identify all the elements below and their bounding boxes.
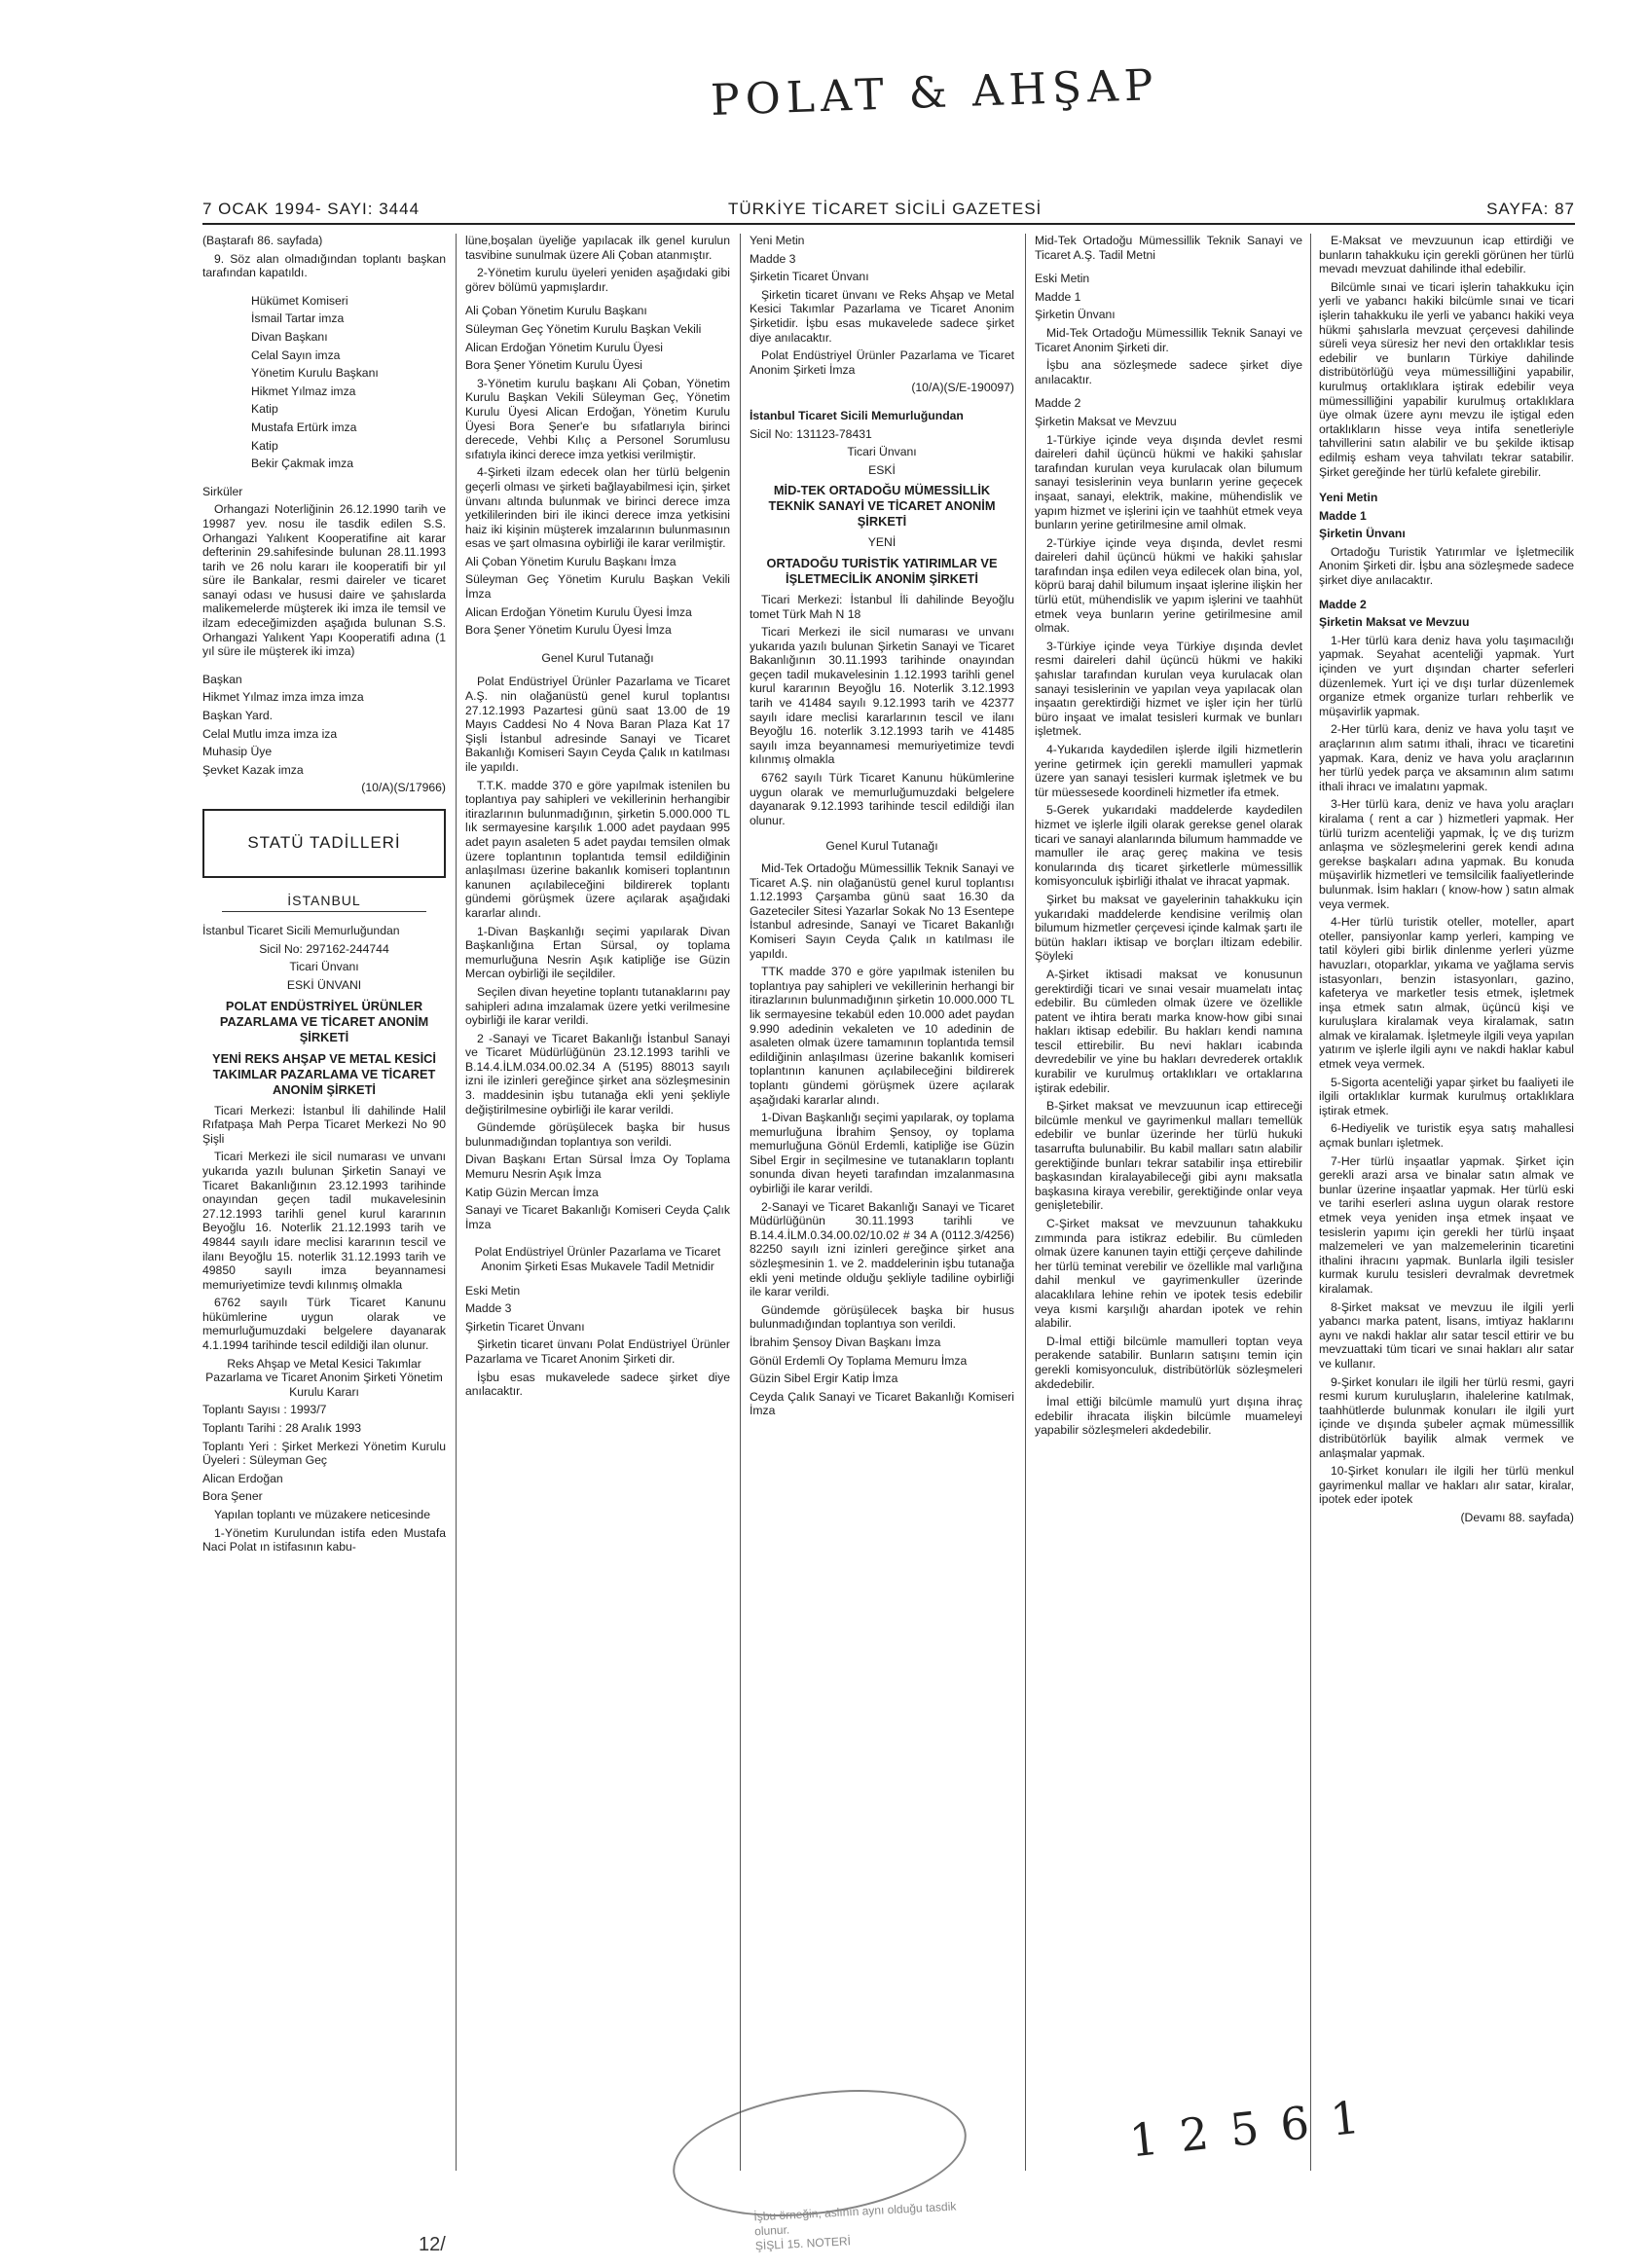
col5-paragraph: 7-Her türlü inşaatlar yapmak. Şirket için gerekli arazi arsa ve binalar satın almak ve bunlar üzerine inşaatlar yapmak. Her türlü eski ve tarihi eserleri aslına uygun olarak restore etmek veya yeniden inşa etmek inşaat ve tesislerin yapımı için gerekli her türlü inşaat malzemeleri ve yan malzemelerinin ticaretini ithalini ihracını yapmak. Bunlarla ilgili tesisler kurmak kurulu tesisleri devralmak devretmek kiralamak.: [1319, 1153, 1574, 1296]
col1-line: Divan Başkanı: [251, 329, 328, 344]
col5-paragraph: 6-Hediyelik ve turistik eşya satış mahallesi açmak bunları işletmek.: [1319, 1121, 1574, 1151]
col1-line: Toplantı Tarihi : 28 Aralık 1993: [202, 1421, 362, 1436]
col4-line: Şirketin Ünvanı: [1035, 308, 1116, 322]
col4-line: Madde 2: [1035, 396, 1081, 411]
col3-subtitle: Genel Kurul Tutanağı: [825, 839, 938, 854]
col3-line: Şirketin Ticaret Ünvanı: [750, 270, 869, 284]
col2-line: Şirketin Ticaret Ünvanı: [465, 1319, 585, 1334]
col2-paragraph: lüne,boşalan üyeliğe yapılacak ilk genel kurulun tasvibine sunulmak üzere Ali Çoban atanmıştır.: [465, 234, 730, 262]
col2-line: Alican Erdoğan Yönetim Kurulu Üyesi: [465, 340, 664, 354]
col1-line: Hikmet Yılmaz imza: [251, 384, 356, 398]
col2-line: Ali Çoban Yönetim Kurulu Başkanı İmza: [465, 554, 677, 568]
col1-sicil: Sicil No: 297162-244744: [259, 941, 389, 956]
col1-line: Başkan Yard.: [202, 709, 274, 723]
col3-paragraph: Gündemde görüşülecek başka bir husus bulunmadığından toplantıya son verildi.: [750, 1302, 1014, 1332]
col3-paragraph: Mid-Tek Ortadoğu Mümessillik Teknik Sanayi ve Ticaret A.Ş. nin olağanüstü genel kurul toplantısı 1.12.1993 Çarşamba günü saat 16.30 da Gazeteciler Sitesi Yazarlar Sokak No 13 Esentepe İstanbul adresinde, Sanayi ve Ticaret Bakanlığı Komiseri Sayın Ceyda Çalık ın katılması ile yapıldı.: [750, 861, 1014, 961]
col3-ref: (10/A)(S/E-190097): [911, 381, 1014, 395]
col1-line: Celal Mutlu imza imza iza: [202, 726, 338, 741]
col2-paragraph: 4-Şirketi ilzam edecek olan her türlü belgenin geçerli olması ve şirketi bağlayabilmesi için, şirket ünvanı altında bulunmak ve birinci derece imza yetkililerinden biri ile ikinci derece imza yetkisini haiz iki kişinin müşterek imzalarının bulunmasının esas ve şart olmasına oybirliği ile karar verilmiştir.: [465, 465, 730, 551]
col2-paragraph: 2 -Sanayi ve Ticaret Bakanlığı İstanbul Sanayi ve Ticaret Müdürlüğünün 23.12.1993 tarihli ve B.14.4.İLM.034.00.02.34 A (5195) 88013 sayılı izni ile izinleri gereğince şirket ana sözleşmesinin 3. maddesinin işbu tutanağa ekli yeni şekliyle değiştirilmesine oybirliği ile karar verildi.: [465, 1031, 730, 1116]
col2-paragraph: T.T.K. madde 370 e göre yapılmak istenilen bu toplantıya pay sahipleri ve vekillerinin herhangibir itirazlarının bulunmadığının, şirketin 5.000.000 TL lık sermayesine karşılık 1.000 adet paydaan 995 adet payın asaleten 5 adet paydaı temsilen olmak üzere toplantının toplantıda temsil edildiğinin anlaşılması üzerine bakanlık komiseri toplantının kanunen açılabileceğini bildirerek toplantı gündemi görüşmek üzere açılarak aşağıdaki kararlar alındı.: [465, 778, 730, 920]
statu-tadilleri-box: STATÜ TADİLLERİ: [202, 809, 446, 878]
col5-paragraph: 1-Her türlü kara deniz hava yolu taşımacılığı yapmak. Seyahat acenteliği yapmak. Yurt içinden ve yurt dışından charter seferleri düzenlemek. Yurt içi ve dışı turlar düzenlemek organize etmek organize turları rehberlik ve müşavirlik yapmak.: [1319, 633, 1574, 718]
col2-paragraph: 3-Yönetim kurulu başkanı Ali Çoban, Yönetim Kurulu Başkan Vekili Süleyman Geç, Yönetim Kurulu Üyesi Alican Erdoğan, Yönetim Kurulu Üyesi Bora Şener'e bu sıfatlarıyla birinci derecede, Vehbi Kılıç a Personel Sorumlusu sıfatıyla ikinci derece imza yetkisi verilmiştir.: [465, 376, 730, 461]
col4-paragraph: 1-Türkiye içinde veya dışında devlet resmi daireleri dahil üçüncü hükmi ve hakiki şahıslar tarafından kurulan veya kurulacak olan bilumum sanayi tesislerinin veya bunların yerine geçecek inşaat, sanayi, elektrik, makine, mühendislik ve yapım hizmet ve işlerini için ve taahhüt etmek veya bunların yerine getirilmesine amil olmak.: [1035, 432, 1302, 532]
column-1: [202, 234, 446, 2171]
col1-paragraph: Ticari Merkezi ile sicil numarası ve unvanı yukarıda yazılı bulunan Şirketin Sanayi ve Ticaret Bakanlığının 23.12.1993 tarihinde onayından geçen tadil mukavelesinin 27.12.1993 tarihli genel kurul kararının Beyoğlu 16. Noterlik 21.12.1993 tarih ve 49844 sayılı idare meclisi kararının tescil ve ilanı Beyoğlu 15. noterlik 31.12.1993 tarih ve 49850 sayılı imza beyannamesi memuriyetimize tevdi kılınmış olmakla: [202, 1150, 446, 1292]
col1-ref: (10/A)(S/17966): [361, 781, 446, 795]
col5-line: Madde 2: [1319, 597, 1367, 611]
col1-paragraph: 9. Söz alan olmadığından toplantı başkan tarafından kapatıldı.: [202, 251, 446, 280]
col2-paragraph: Şirketin ticaret ünvanı Polat Endüstriyel Ürünler Pazarlama ve Ticaret Anonim Şirketi dir.: [465, 1337, 730, 1366]
col4-paragraph: İşbu ana sözleşmede sadece şirket diye anılacaktır.: [1035, 358, 1302, 386]
col4-line: Şirketin Maksat ve Mevzuu: [1035, 414, 1177, 428]
col1-line: Ticari Ünvanı: [289, 960, 359, 974]
col5-paragraph: 9-Şirket konuları ile ilgili her türlü resmi, gayri resmi kurum kuruluşların, ihalelerine katılmak, taahhütlerde bulunmak konuları ile ilgili yurt içinde ve dışında şubeler açmak mümessillik distribütörlük bayilik almak vermek ve anlaşmalar yapmak.: [1319, 1374, 1574, 1460]
col4-paragraph: 2-Türkiye içinde veya dışında, devlet resmi daireleri dahil üçüncü hükmi ve hakiki şahıslar tarafından inşa edilen veya edilecek olan bina, yol, köprü baraj dahil bilumum inşaat işlerine ilişkin her türlü etüt, mühendislik ve yapım işlerini ve taahhüt etmek veya bunların yerine getirilmesine amil olmak.: [1035, 535, 1302, 636]
new-company-name: ORTADOĞU TURİSTİK YATIRIMLAR VE İŞLETMECİLİK ANONİM ŞİRKETİ: [766, 555, 998, 586]
col1-line: Katip: [251, 402, 278, 417]
col1-paragraph: 1-Yönetim Kurulundan istifa eden Mustafa Naci Polat ın istifasının kabu-: [202, 1525, 446, 1555]
old-company-name: MİD-TEK ORTADOĞU MÜMESSİLLİK TEKNİK SANAYİ VE TİCARET ANONİM ŞİRKETİ: [768, 483, 996, 530]
col3-line: Gönül Erdemli Oy Toplama Memuru İmza: [750, 1353, 968, 1368]
col4-paragraph: D-İmal ettiği bilcümle mamulleri toptan veya perakende satabilir. Bunların satışını temin için gerekli komisyonculuk, distribütörlük sözleşmeleri akdedebilir.: [1035, 1334, 1302, 1391]
col1-line: Başkan: [202, 672, 242, 686]
col1-paragraph: Yapılan toplantı ve müzakere neticesinde: [214, 1508, 430, 1521]
col5-line: Madde 1: [1319, 508, 1367, 523]
col1-paragraph: Ticari Merkezi: İstanbul İli dahilinde Halil Rıfatpaşa Mah Perpa Ticaret Merkezi No 90 Şişli: [202, 1103, 446, 1146]
col5-paragraph: 5-Sigorta acenteliği yapar şirket bu faaliyeti ile ilgili ortaklıklar kurmak kurulmuş ortaklıklara iştirak etmek.: [1319, 1075, 1574, 1117]
column-divider: [456, 234, 457, 2171]
old-company-name: POLAT ENDÜSTRİYEL ÜRÜNLER PAZARLAMA VE TİCARET ANONİM ŞİRKETİ: [219, 998, 429, 1044]
col4-paragraph: 3-Türkiye içinde veya Türkiye dışında devlet resmi daireleri dahil üçüncü hükmi ve hakiki şahıslar tarafından kurulan veya kurulacak olan sanayi tesislerinin ve yapılan veya yapılacak olan inşaatın gerektirdiği hizmet ve işler için her türlü büro inşaat ve imalat tesisleri kurmak ve bunları işletmek.: [1035, 639, 1302, 739]
col5-paragraph: 2-Her türlü kara, deniz ve hava yolu taşıt ve araçlarının alım satımı ithali, ihracı ve ticaretini yapmak. Kara, deniz ve hava yolu araçlarının her türlü yedek parça ve aksamının alım satımı ithali ihracı ve imalatını yapmak.: [1319, 722, 1574, 793]
col2-paragraph: Gündemde görüşülecek başka bir husus bulunmadığından toplantıya son verildi.: [465, 1120, 730, 1149]
col3-paragraph: 1-Divan Başkanlığı seçimi yapılarak, oy toplama memurluğuna İbrahim Şensoy, oy toplama memurluğuna Gönül Erdemli, katipliğe ise Güzin Sibel Ergir in seçilmesine ve tutanakların toplantı sonunda divan heyeti tarafından imzalanmasına oybirliği ile karar verildi.: [750, 1111, 1014, 1196]
col5-paragraph: E-Maksat ve mevzuunun icap ettirdiği ve bunların tahakkuku için gerekli görünen her türlü mevadı mevzuat dahilinde ithal edebilir.: [1319, 234, 1574, 276]
corner-mark: 12/: [419, 2234, 446, 2255]
col1-line: Hikmet Yılmaz imza imza imza: [202, 690, 364, 705]
col2-line: Ali Çoban Yönetim Kurulu Başkanı: [465, 304, 647, 318]
col5-line: Şirketin Maksat ve Mevzuu: [1319, 615, 1470, 630]
col5-paragraph: 4-Her türlü turistik oteller, moteller, apart oteller, pansiyonlar kamp yerleri, kamping ve tatil köyleri gibi birlik dinlenme yerleri yüzme havuzları, otoparklar, yıkama ve yağlama servis istasyonları, benzin istasyonları, gazino, kafeterya ve marketler tesis etmek, işletmek inşa etmek satın almak, üçüncü kişi ve kuruluşlara kiralamak veya kiralamak, satın almak ve kiralamak. İşletmeyle ilgili veya yapılan yatırım ve işlerle ilgili aynı ve nakdi haklar kabul etmek veya vermek.: [1319, 915, 1574, 1072]
page-number: SAYFA: 87: [1486, 200, 1575, 218]
column-5: [1319, 234, 1574, 2171]
col3-line: YENİ: [867, 535, 897, 550]
col1-line: Muhasip Üye: [202, 745, 273, 759]
col2-paragraph: 1-Divan Başkanlığı seçimi yapılarak Divan Başkanlığına Ertan Sürsal, oy toplama memurluğuna Nesrin Aşık katipliğe ise Güzin Mercan oybirliği ile seçildiler.: [465, 924, 730, 981]
col2-line: Madde 3: [465, 1301, 512, 1316]
col1-paragraph: 6762 sayılı Türk Ticaret Kanunu hükümlerine uygun olarak ve memurluğumuzdaki belgelere dayanarak 4.1.1994 tarihinde tescil edildiği ilan olunur.: [202, 1296, 446, 1353]
col1-paragraph: Orhangazi Noterliğinin 26.12.1990 tarih ve 19987 yev. nosu ile tasdik edilen S.S. Orhangazi Yalıkent Kooperatifine ait karar defterinin 29.sahifesinde bulunan 28.11.1993 tarih ve 26 nolu kararı ile kooperatifi bir yıl süre ile Bankalar, resmi daireler ve ticaret sanayi odası ve hususi daire ve şahıslarda malikemelerde müşterek iki imza ile temsil ve ilzam edeceğimizden aşağıda bulunan S.S. Orhangazi Yalıkent Yapı Kooperatifi adına (1 yıl süre ile müşterek iki imza): [202, 502, 446, 659]
col1-line: Toplantı Yeri : Şirket Merkezi Yönetim Kurulu Üyeleri : Süleyman Geç: [202, 1439, 446, 1468]
col3-paragraph: 2-Sanayi ve Ticaret Bakanlığı Sanayi ve Ticaret Müdürlüğünün 30.11.1993 tarihli ve B.14.4.İLM.0.34.00.02/10.02 # 34 A (0112.3/4256) 82250 sayılı izni izinleri gereğince şirket ana sözleşmesinin 1. ve 2. maddelerinin işbu tutanağa ekli yeni metinde olduğu şekliyle tadiline oybirliği ile karar verildi.: [750, 1199, 1014, 1299]
col1-continuation: (Baştarafı 86. sayfada): [202, 234, 323, 247]
col1-line: İsmail Tartar imza: [251, 311, 345, 326]
col5-paragraph: 3-Her türlü kara, deniz ve hava yolu araçları kiralama ( rent a car ) hizmetleri yapmak. Her türlü turizm acenteliği yapmak, İç ve dış turizm anlaşma ve sözleşmelerini gerek kendi adına gerekse başkaları adına yapmak. Bu konuda müşavirlik hizmetleri ve temsilcilik faaliyetlerinde bulunmak. İsim hakları ( know-how ) satın almak veya vermek.: [1319, 797, 1574, 911]
col4-paragraph: C-Şirket maksat ve mevzuunun tahakkuku zımmında para istikraz edebilir. Bu cümleden olmak üzere kanunen tayin ettiği çerçeve dahilinde her türlü teminat verebilir ve özellikle mal varlığına dahil menkul ve gayrimenkuller üzerinde alacaklılara lehine rehin ve ipotek tesis edebilir veya kısmi karşılığı ahardan ipotek ve rehin alabilir.: [1035, 1217, 1302, 1331]
col3-paragraph: Ticari Merkezi: İstanbul İli dahilinde Beyoğlu tomet Türk Mah N 18: [750, 592, 1014, 621]
col5-line: Şirketin Ünvanı: [1319, 527, 1406, 541]
col1-line: Bora Şener: [202, 1489, 263, 1504]
col4-paragraph: Mid-Tek Ortadoğu Mümessillik Teknik Sanayi ve Ticaret Anonim Şirketi dir.: [1035, 325, 1302, 354]
notary-line: ŞİŞLİ 15. NOTERİ: [754, 2234, 852, 2253]
col2-line: Eski Metin: [465, 1283, 521, 1298]
col3-line: İbrahim Şensoy Divan Başkanı İmza: [750, 1335, 941, 1349]
col2-line: Bora Şener Yönetim Kurulu Üyesi: [465, 358, 643, 373]
notary-line: olunur.: [753, 2222, 790, 2239]
handwritten-title: POLAT & AHŞAP: [710, 59, 1160, 127]
col1-line: Mustafa Ertürk imza: [251, 420, 357, 434]
col1-line: Katip: [251, 438, 278, 453]
col2-line: Bora Şener Yönetim Kurulu Üyesi İmza: [465, 623, 672, 638]
col4-paragraph: A-Şirket iktisadi maksat ve konusunun gerektirdiği ticari ve sınai vesair muamelatı intaç edebilir. Bu cümleden olmak üzere ve özellikle patent ve ihtira beratı marka know-how gibi sınai hakları iktisap edebilir. Bu hakları kendi namına tescil ettirebilir. Bu nevi hakları icabında devredebilir ve yine bu hakları devrederek ortaklık kurabilir ve kurulmuş ortaklıkları ve ortaklarına iştirak edebilir.: [1035, 967, 1302, 1095]
col2-paragraph: İşbu esas mukavelede sadece şirket diye anılacaktır.: [465, 1370, 730, 1399]
column-2: [465, 234, 730, 2171]
issue-date: 7 OCAK 1994- SAYI: 3444: [202, 200, 421, 218]
region-heading: İSTANBUL: [222, 894, 426, 913]
col1-line: Bekir Çakmak imza: [251, 457, 353, 471]
col1-line: Şevket Kazak imza: [202, 762, 304, 777]
continued-note: (Devamı 88. sayfada): [1460, 1510, 1574, 1524]
col1-line: Toplantı Sayısı : 1993/7: [202, 1403, 327, 1417]
col4-paragraph: İmal ettiği bilcümle mamulü yurt dışına ihraç edebilir ihracata ilişkin bilcümle muameleyi yapabilir sözleşmeleri akdedebilir.: [1035, 1395, 1302, 1438]
col2-line: Alican Erdoğan Yönetim Kurulu Üyesi İmza: [465, 604, 692, 619]
col3-paragraph: TTK madde 370 e göre yapılmak istenilen bu toplantıya pay sahipleri ve vekillerinin herhangi bir itirazlarının bulunmadığının şirketin 10.000.000 TL lik sermayesine tekabül eden 10.000 adet paydan 9.990 adedinin vekaleten ve 10 adedinin de asaleten olmak üzere tamamının toplantıda temsil edildiğinin anlaşılması üzerine bakanlık komiseri toplantının kanunen açılabileceğini bildirerek toplantı gündemi görüşmek üzere açılarak aşağıdaki kararlar alındı.: [750, 965, 1014, 1107]
col2-paragraph: Seçilen divan heyetine toplantı tutanaklarını pay sahipleri adına imzalamak üzere yetki verilmesine oybirliği ile karar verildi.: [465, 984, 730, 1028]
col4-paragraph: 4-Yukarıda kaydedilen işlerde ilgili hizmetlerin yerine getirmek için gerekli mamulleri yapmak üzere yan sanayi tesisleri kurmak işletmek ve bu tür müessesede koordineli hizmetler ifa etmek.: [1035, 743, 1302, 799]
col3-line: ESKİ: [868, 462, 896, 477]
col1-line: Celal Sayın imza: [251, 348, 341, 362]
gazette-header: [202, 198, 1575, 225]
col4-title: Mid-Tek Ortadoğu Mümessillik Teknik Sanayi ve Ticaret A.Ş. Tadil Metni: [1035, 234, 1302, 262]
col1-line: ESKİ ÜNVANI: [286, 977, 362, 992]
col3-line: İstanbul Ticaret Sicili Memurluğundan: [750, 408, 964, 422]
col4-paragraph: Şirket bu maksat ve gayelerinin tahakkuku için yukarıdaki maddelerde kendisine verilmiş olan bilumum hizmetler çerçevesi içinde kalmak şartı ile bütün hakları iktisap ve borçları iltizam edebilir. Şöyleki: [1035, 892, 1302, 964]
col3-sicil: Sicil No: 131123-78431: [750, 426, 872, 441]
col3-paragraph: Polat Endüstriyel Ürünler Pazarlama ve Ticaret Anonim Şirketi İmza: [750, 348, 1014, 377]
column-divider: [740, 234, 741, 2171]
col4-paragraph: 5-Gerek yukarıdaki maddelerde kaydedilen hizmet ve işlerle ilgili olarak gerekse genel olarak ticari ve sanayi alanlarında bilumum hammadde ve mamuller ile araç gereç makina ve tesis konularında dış ticaret şirketlerle mümessillik komisyonculuk işbirliği ithalat ve ihracat yapmak.: [1035, 803, 1302, 889]
col2-line: Divan Başkanı Ertan Sürsal İmza Oy Toplama Memuru Nesrin Aşık İmza: [465, 1152, 730, 1182]
col1-line: İstanbul Ticaret Sicili Memurluğundan: [202, 924, 400, 938]
col1-line: Alican Erdoğan: [202, 1471, 283, 1485]
col4-line: Eski Metin: [1035, 272, 1090, 286]
handwritten-number: 1 2 5 6 1: [1126, 2090, 1366, 2168]
col5-paragraph: Bilcümle sınai ve ticari işlerin tahakkuku için yerli ve yabancı hakiki bilcümle sınai ve ticari işlerin tahakkuku ile yerli ve yabancı hakiki veya hükmi şahıslarla mevzuat çerçevesi dahilinde süreli veya süresiz her nevi den ortaklıklar tesis edebilir ve bunların Türkiye dahilinde distribütörlüğü veya mümessilliğini yapabilir, kurulmuş ortaklıklara iştirak edebilir veya mümessilliğini yapabilir kurulmuş ortaklıklara üye olmak üzere aynı mevzu ile iştigal eden ortaklıkların hisse veya intifa senetleriyle tahvillerini satın alabilir ve bu şekilde iktisap edilmiş esham veya tahvilatı tekrar satabilir. Şirket gereğinde her türlü kefalete girebilir.: [1319, 279, 1574, 479]
col1-line: Yönetim Kurulu Başkanı: [251, 366, 379, 381]
col5-line: Yeni Metin: [1319, 491, 1378, 505]
notary-line: İşbu örneğin, aslının aynı olduğu tasdik: [753, 2199, 957, 2224]
col5-paragraph: 10-Şirket konuları ile ilgili her türlü menkul gayrimenkul mallar ve hakları alır satar, kiralar, ipotek eder ipotek: [1319, 1464, 1574, 1507]
col3-paragraph: 6762 sayılı Türk Ticaret Kanunu hükümlerine uygun olarak ve memurluğumuzdaki belgelere dayanarak 9.12.1993 tarihinde tescil edildiği ilan olunur.: [750, 771, 1014, 827]
col2-line: Süleyman Geç Yönetim Kurulu Başkan Vekili: [465, 321, 702, 336]
col5-paragraph: Ortadoğu Turistik Yatırımlar ve İşletmecilik Anonim Şirketi dir. İşbu ana sözleşmede sadece şirket diye anılacaktır.: [1319, 544, 1574, 588]
col1-line: Hükümet Komiseri: [251, 293, 348, 308]
col2-subtitle: Polat Endüstriyel Ürünler Pazarlama ve Ticaret Anonim Şirketi Esas Mukavele Tadil Metnidir: [474, 1245, 721, 1273]
column-4: [1035, 234, 1302, 2171]
col3-paragraph: Şirketin ticaret ünvanı ve Reks Ahşap ve Metal Kesici Takımlar Pazarlama ve Ticaret Anonim Şirketidir. İşbu esas mukavelede sadece şirket diye anılacaktır.: [750, 287, 1014, 345]
col5-paragraph: 8-Şirket maksat ve mevzuu ile ilgili yerli yabancı marka patent, lisans, imtiyaz haklarını aynı ve nakdi haklar alır satar tescil ettirir ve bu mevzuattaki tüm ticari ve sınai hakları alır satar ve kullanır.: [1319, 1299, 1574, 1371]
col3-line: Ceyda Çalık Sanayi ve Ticaret Bakanlığı Komiseri İmza: [750, 1389, 1014, 1418]
col2-line: Süleyman Geç Yönetim Kurulu Başkan Vekili İmza: [465, 572, 730, 602]
col3-line: Madde 3: [750, 251, 796, 266]
col2-line: Katip Güzin Mercan İmza: [465, 1185, 599, 1199]
col2-paragraph: Polat Endüstriyel Ürünler Pazarlama ve Ticaret A.Ş. nin olağanüstü genel kurul toplantısı 27.12.1993 Pazartesi günü saat 13.00 de 19 Mayıs Caddesi No 4 Nova Baran Plaza Kat 17 Şişli İstanbul adresinde Sanayi ve Ticaret Bakanlığı Komiseri Sayın Ceyda Çalık ın katılması ile yapıldı.: [465, 675, 730, 774]
col4-line: Madde 1: [1035, 289, 1081, 304]
new-company-name: YENİ REKS AHŞAP VE METAL KESİCİ TAKIMLAR PAZARLAMA VE TİCARET ANONİM ŞİRKETİ: [212, 1050, 436, 1097]
column-divider: [1310, 234, 1311, 2171]
column-divider: [1025, 234, 1026, 2171]
col1-subtitle: Reks Ahşap ve Metal Kesici Takımlar Pazarlama ve Ticaret Anonim Şirketi Yönetim Kurulu Kararı: [205, 1356, 443, 1399]
col2-subtitle: Genel Kurul Tutanağı: [541, 650, 654, 665]
col3-line: Yeni Metin: [750, 234, 805, 247]
col4-paragraph: B-Şirket maksat ve mevzuunun icap ettireceği bilcümle menkul ve gayrimenkul malları temellük edebilir ve bunlar üzerinde her türlü hukuki tasarrufta bulunabilir. Bu kabil malları satın alabilir gerektiğinde bunları tekrar satabilir inşa ettirebilir başkasından kiralayabileceği gibi aynı maksatla başkasına kiraya verebilir, gerektiğinde onlar veya genişletebilir.: [1035, 1099, 1302, 1213]
col1-heading: Sirküler: [202, 484, 243, 498]
gazette-title: TÜRKİYE TİCARET SİCİLİ GAZETESİ: [728, 200, 1043, 218]
col2-paragraph: 2-Yönetim kurulu üyeleri yeniden aşağıdaki gibi görev bölümü yapmışlardır.: [465, 266, 730, 294]
col3-paragraph: Ticari Merkezi ile sicil numarası ve unvanı yukarıda yazılı bulunan Şirketin Sanayi ve Ticaret Bakanlığının 30.11.1993 tarihinde onayından geçen tadil mukavelesinin 1.12.1993 tarihli genel kurul kararının Beyoğlu 16. Noterlik 3.12.1993 tarih ve 41484 sayılı 9.12.1993 tarih ve 42377 sayılı idare meclisi kararlarının tescil ve ilanı Beyoğlu 16. noterlik 3.12.1993 tarih ve 41485 sayılı imza beyannamesi memuriyetimize tevdi kılınmış olmakla: [750, 625, 1014, 767]
col3-line: Güzin Sibel Ergir Katip İmza: [750, 1372, 898, 1386]
col2-line: Sanayi ve Ticaret Bakanlığı Komiseri Ceyda Çalık İmza: [465, 1203, 730, 1231]
col3-line: Ticari Ünvanı: [847, 445, 917, 459]
column-3: [750, 234, 1014, 2171]
